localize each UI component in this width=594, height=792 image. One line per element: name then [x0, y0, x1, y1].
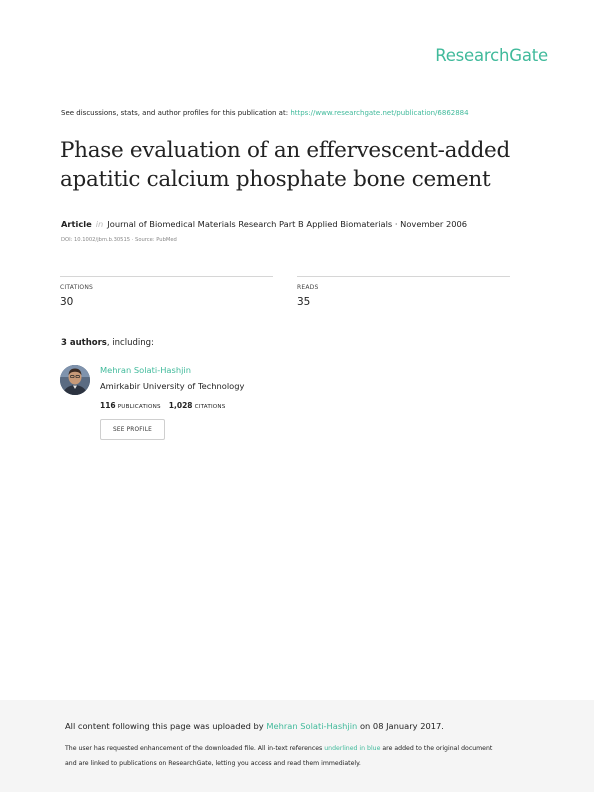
footer-note-line-1 [65, 745, 492, 752]
note-part-2: are added to the original document [382, 745, 493, 752]
citations-value: 30 [60, 296, 74, 308]
see-profile-button[interactable]: SEE PROFILE [100, 419, 165, 440]
journal-source-link[interactable]: Journal of Biomedical Materials Research Part B Applied Biomaterials · November 2006 [107, 219, 468, 229]
author-avatar[interactable] [60, 365, 90, 395]
upload-prefix: All content following this page was uploaded by [65, 721, 264, 731]
reads-stat [297, 276, 510, 308]
publication-meta [61, 219, 467, 229]
publication-type: Article [61, 219, 92, 229]
publication-url-link[interactable]: https://www.researchgate.net/publication/6862884 [290, 109, 469, 117]
note-part-1: The user has requested enhancement of the downloaded file. All in-text references [65, 745, 323, 752]
citations-label: CITATIONS [60, 284, 94, 291]
author-institution: Amirkabir University of Technology [100, 381, 245, 391]
discussion-text: See discussions, stats, and author profiles for this publication at: [61, 109, 289, 117]
publication-title [60, 137, 540, 194]
authors-heading-rest: , including: [106, 338, 154, 348]
author-citations-count: 1,028 [168, 401, 193, 410]
avatar-portrait-icon [60, 365, 90, 395]
reads-value: 35 [297, 296, 311, 308]
reads-label: READS [297, 284, 319, 291]
footer [0, 700, 594, 792]
researchgate-logo[interactable]: ResearchGate [435, 46, 548, 65]
authors-heading [61, 338, 154, 348]
author-publications-label: PUBLICATIONS [117, 404, 161, 410]
title-line-1: Phase evaluation of an effervescent-added [60, 138, 510, 163]
discussion-line [61, 109, 469, 117]
note-link: underlined in blue [324, 745, 381, 752]
author-name-link[interactable]: Mehran Solati-Hashjin [100, 365, 191, 375]
upload-line [65, 721, 444, 731]
footer-note-line-2: and are linked to publications on ResearchGate, letting you access and read them immediately. [65, 760, 361, 767]
author-publications-count: 116 [100, 401, 116, 410]
author-citations-label: CITATIONS [194, 404, 226, 410]
upload-suffix: on 08 January 2017. [359, 721, 444, 731]
uploader-link[interactable]: Mehran Solati-Hashjin [266, 721, 358, 731]
title-line-2: apatitic calcium phosphate bone cement [60, 166, 491, 192]
in-label: in [95, 219, 104, 229]
authors-count: 3 authors [61, 338, 107, 348]
citations-stat [60, 276, 273, 308]
doi-line: DOI: 10.1002/jbm.b.30515 · Source: PubMed [61, 237, 177, 243]
author-stats [100, 401, 232, 410]
